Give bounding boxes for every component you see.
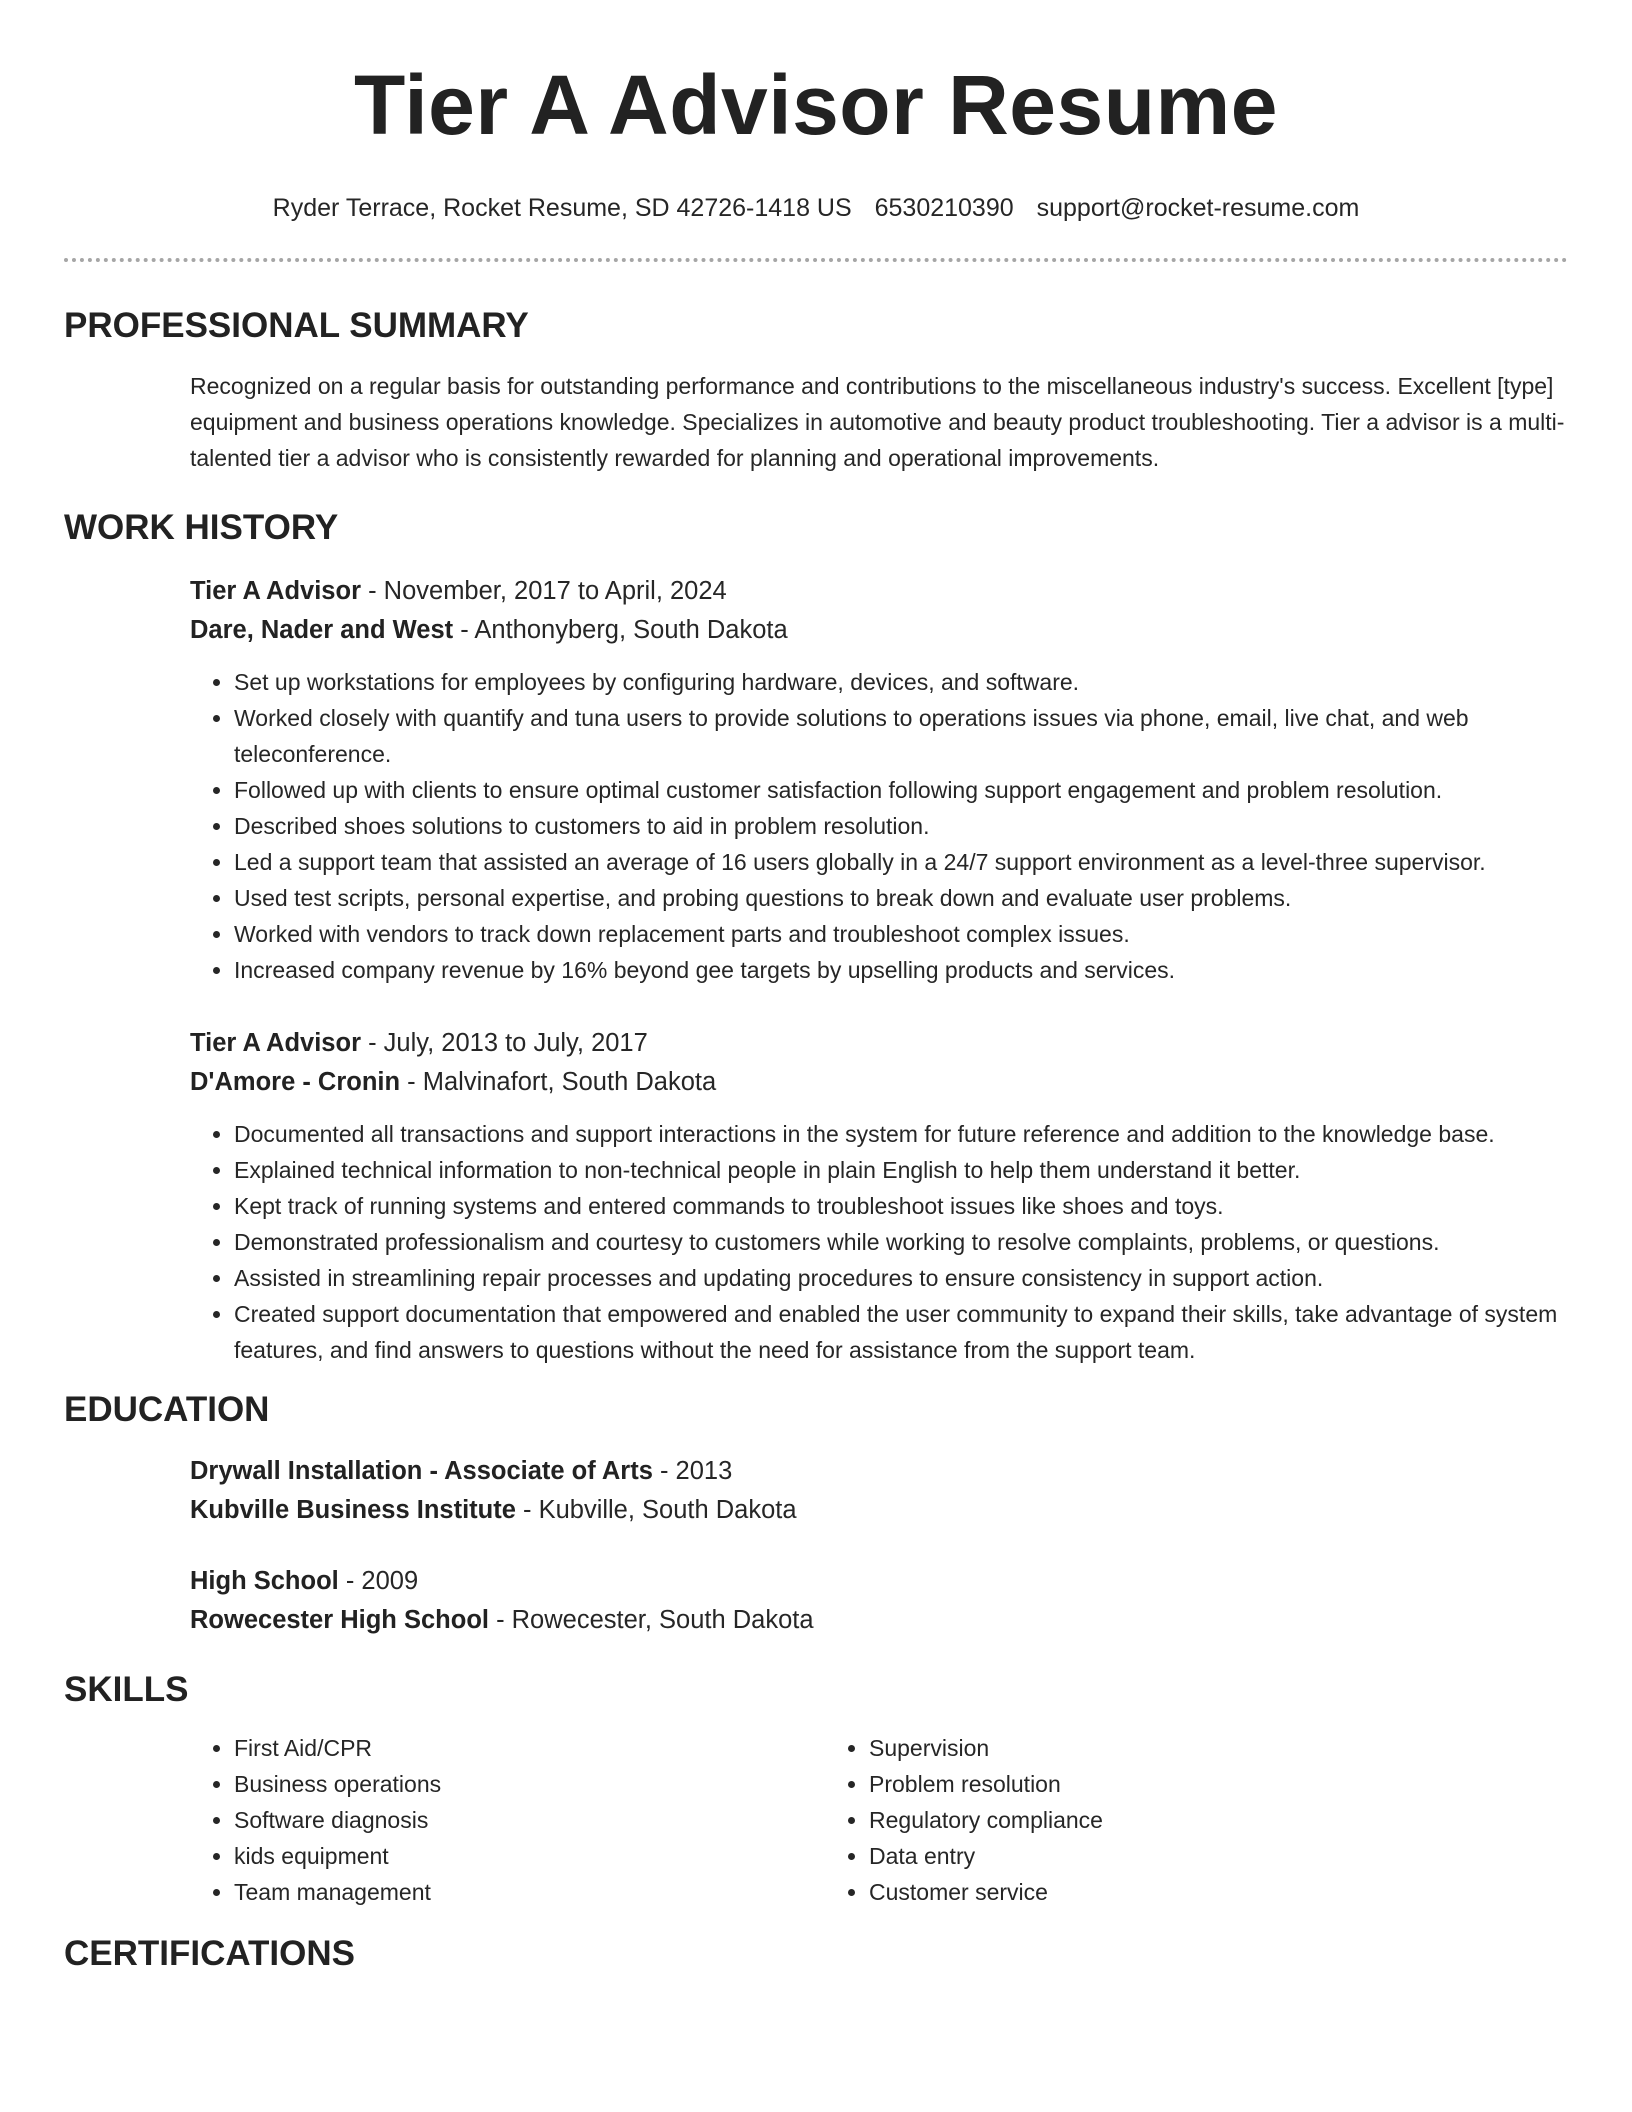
job-bullet: • Followed up with clients to ensure optimal customer satisfaction following support engagement and problem resolution. [234,772,1568,808]
job-bullet: • Created support documentation that empowered and enabled the user community to expand their skills, take advantage of system features, and find answers to questions without the need for assistance from the support team. [234,1296,1568,1368]
education-degree: Drywall Installation - Associate of Arts [190,1457,653,1485]
job-role-line [190,572,1568,611]
job-bullet: • Described shoes solutions to customers to aid in problem resolution. [234,808,1568,844]
job-bullet: • Worked closely with quantify and tuna users to provide solutions to operations issues via phone, email, live chat, and web teleconference. [234,700,1568,772]
education-entry [190,1452,1568,1530]
skill-item: • Problem resolution [869,1766,1460,1802]
job-bullet: • Increased company revenue by 16% beyond gee targets by upselling products and services. [234,952,1568,988]
job-bullet: • Kept track of running systems and entered commands to troubleshoot issues like shoes and toys. [234,1188,1568,1224]
job-bullet: • Set up workstations for employees by configuring hardware, devices, and software. [234,664,1568,700]
skill-item: • First Aid/CPR [234,1730,825,1766]
skill-item: • Team management [234,1874,825,1910]
header-divider [64,258,1568,262]
education-degree: High School [190,1567,339,1595]
job-bullet: • Documented all transactions and support interactions in the system for future reference and addition to the knowledge base. [234,1116,1568,1152]
job-company-line [190,1063,1568,1102]
skills-list-right [825,1730,1460,1910]
job-role: Tier A Advisor [190,577,361,605]
education-entry [190,1562,1568,1640]
job-location: - Malvinafort, South Dakota [400,1068,717,1096]
job-company: Dare, Nader and West [190,616,454,644]
education-school: Kubville Business Institute [190,1496,516,1524]
skill-item: • kids equipment [234,1838,825,1874]
skills-list-left [190,1730,825,1910]
resume-title: Tier A Advisor Resume [354,58,1278,152]
contact-email: support@rocket-resume.com [1036,194,1360,222]
job-bullet: • Demonstrated professionalism and courtesy to customers while working to resolve complaints, problems, or questions. [234,1224,1568,1260]
job-bullet: • Assisted in streamlining repair processes and updating procedures to ensure consistency in support action. [234,1260,1568,1296]
job-dates: - November, 2017 to April, 2024 [361,577,727,605]
job-role-line [190,1024,1568,1063]
education-location: - Rowecester, South Dakota [488,1606,814,1634]
section-title-skills: SKILLS [64,1670,189,1709]
skill-item: • Supervision [869,1730,1460,1766]
skills-grid [190,1730,1568,1910]
education-school-line [190,1491,1568,1530]
skill-item: • Customer service [869,1874,1460,1910]
job-bullet: • Worked with vendors to track down replacement parts and troubleshoot complex issues. [234,916,1568,952]
job-bullet-list [190,664,1568,988]
contact-address: Ryder Terrace, Rocket Resume, SD 42726-1418 US [272,194,852,222]
contact-line [64,192,1568,224]
job-bullet: • Explained technical information to non-technical people in plain English to help them understand it better. [234,1152,1568,1188]
summary-text: Recognized on a regular basis for outstanding performance and contributions to the miscellaneous industry's success. Excellent [type] equipment and business operations knowledge. Specializes in automotive and beauty product troubleshooting. Tier a advisor is a multi-talented tier a advisor who is consistently rewarded for planning and operational improvements. [190,373,1565,471]
education-school: Rowecester High School [190,1606,489,1634]
education-degree-line [190,1452,1568,1491]
section-title-education: EDUCATION [64,1390,270,1429]
job-location: - Anthonyberg, South Dakota [453,616,788,644]
job-company: D'Amore - Cronin [190,1068,401,1096]
contact-phone: 6530210390 [874,194,1014,222]
job-entry [190,1024,1568,1368]
job-company-line [190,611,1568,650]
education-year: - 2009 [338,1567,419,1595]
skill-item: • Business operations [234,1766,825,1802]
education-year: - 2013 [652,1457,733,1485]
education-location: - Kubville, South Dakota [515,1496,797,1524]
skill-item: • Software diagnosis [234,1802,825,1838]
skill-item: • Regulatory compliance [869,1802,1460,1838]
job-entry [190,572,1568,988]
education-degree-line [190,1562,1568,1601]
section-title-summary: PROFESSIONAL SUMMARY [64,306,529,345]
education-school-line [190,1601,1568,1640]
job-bullet: • Led a support team that assisted an average of 16 users globally in a 24/7 support environment as a level-three supervisor. [234,844,1568,880]
job-bullet-list [190,1116,1568,1368]
job-dates: - July, 2013 to July, 2017 [361,1029,648,1057]
section-title-certifications: CERTIFICATIONS [64,1934,356,1973]
job-role: Tier A Advisor [190,1029,361,1057]
job-bullet: • Used test scripts, personal expertise, and probing questions to break down and evaluate user problems. [234,880,1568,916]
skill-item: • Data entry [869,1838,1460,1874]
section-title-work-history: WORK HISTORY [64,508,339,547]
